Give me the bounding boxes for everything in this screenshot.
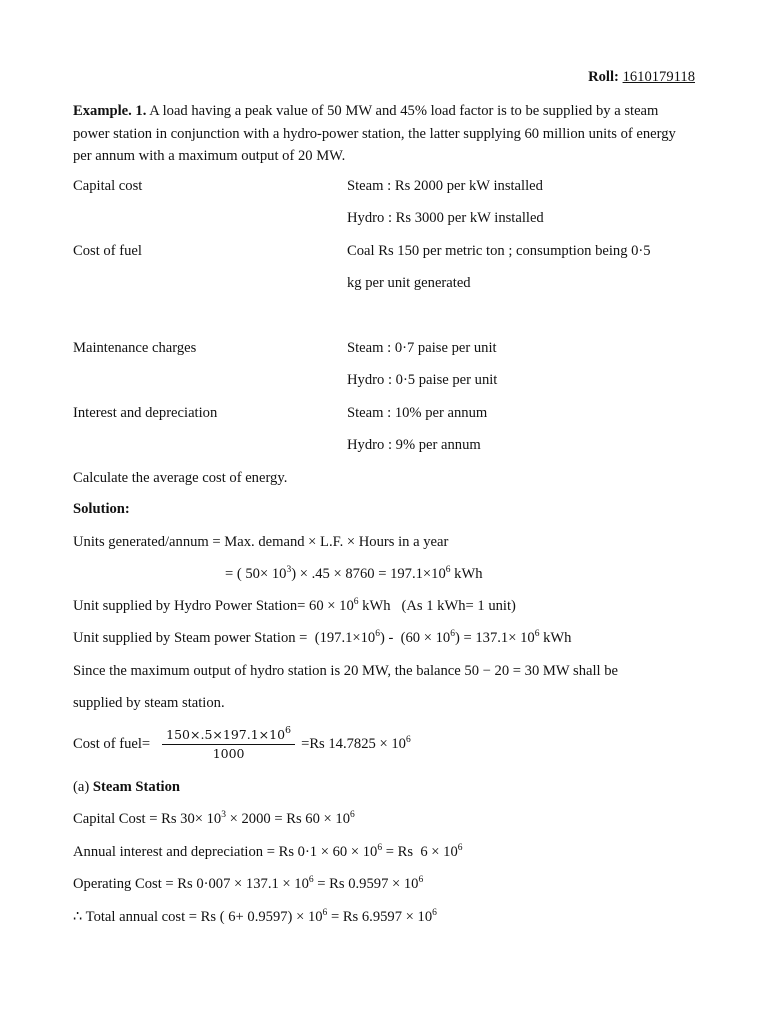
roll-number-header bbox=[588, 69, 695, 86]
fuel-cost-line-2: kg per unit generated bbox=[347, 275, 471, 291]
fuel-cost-result: =Rs $14.7825 \times 10^6$ bbox=[301, 734, 411, 752]
capital-cost-hydro: Hydro : Rs 3000 per kW installed bbox=[347, 210, 544, 226]
capital-cost-steam: Steam : Rs 2000 per kW installed bbox=[347, 178, 543, 194]
maintenance-label: Maintenance charges bbox=[73, 340, 197, 356]
units-generated-line: Units generated/annum = Max. demand × L.F. × Hours in a year bbox=[73, 534, 449, 550]
solution-heading: Solution: bbox=[73, 501, 130, 517]
capital-cost-label: Capital cost bbox=[73, 178, 143, 194]
example-heading: Example. 1. bbox=[73, 103, 147, 119]
units-generated-calc: = ( $50\times 10^3) \times .45 \times 8760 = 197.1\times 10^6$ kWh bbox=[225, 565, 483, 582]
balance-line-2: supplied by steam station. bbox=[73, 695, 225, 711]
example-text: A load having a peak value of 50 MW and 45% load factor is to be supplied by a steam power station in conjunction with a hydro-power station, the latter supplying 60 million units of energy per annum with a maximum output of 20 MW. bbox=[73, 103, 676, 164]
roll-label: Roll: bbox=[588, 69, 619, 85]
operating-cost-calc: Operating Cost = Rs $0\cdot 007 \times 137.1 \times 10^6 = Rs$ $0.9597 \times 10^6$ bbox=[73, 875, 424, 892]
example-statement bbox=[73, 100, 698, 168]
roll-number: 1610179118 bbox=[622, 69, 695, 85]
question-text: Calculate the average cost of energy. bbox=[73, 470, 288, 486]
fraction-denominator: 1000 bbox=[212, 746, 245, 761]
fuel-cost-label: Cost of fuel= bbox=[73, 735, 151, 752]
hydro-units-line: Unit supplied by Hydro Power Station= $60 \times 10^6$ kWh (As 1 kWh= 1 unit) bbox=[73, 597, 516, 614]
steam-units-line: Unit supplied by Steam power Station = $(197.1\times 10^6) - (60 \times 10^6) = 137.1\times 10^6$ kWh bbox=[73, 629, 572, 646]
fraction-numerator: $150\times.5\times 197.1\times 10^6$ bbox=[162, 727, 295, 745]
steam-station-heading: (a) Steam Station bbox=[73, 779, 181, 795]
interest-steam: Steam : 10% per annum bbox=[347, 405, 488, 421]
interest-hydro: Hydro : 9% per annum bbox=[347, 437, 481, 453]
total-annual-cost-calc: ∴ Total annual cost = Rs ( $6+ 0.9597) \times 10^6 = Rs$ $6.9597 \times 10^6$ bbox=[73, 908, 437, 925]
annual-interest-calc: Annual interest and depreciation = Rs $0\cdot 1 \times 60 \times 10^6 = Rs$ $6 \times 10^6$ bbox=[73, 843, 463, 860]
interest-label: Interest and depreciation bbox=[73, 405, 218, 421]
maintenance-steam: Steam : 0·7 paise per unit bbox=[347, 340, 497, 356]
capital-cost-calc: Capital Cost = Rs $30\times 10^3 \times 2000 = Rs$ $60 \times 10^6$ bbox=[73, 810, 355, 827]
fuel-cost-fraction bbox=[162, 727, 295, 761]
fuel-cost-line-1: Coal Rs 150 per metric ton ; consumption being 0·5 bbox=[347, 243, 651, 259]
fuel-cost-label: Cost of fuel bbox=[73, 243, 142, 259]
maintenance-hydro: Hydro : 0·5 paise per unit bbox=[347, 372, 498, 388]
fuel-cost-formula bbox=[73, 727, 411, 761]
balance-line-1: Since the maximum output of hydro station is 20 MW, the balance 50 − 20 = 30 MW shall be bbox=[73, 663, 619, 679]
